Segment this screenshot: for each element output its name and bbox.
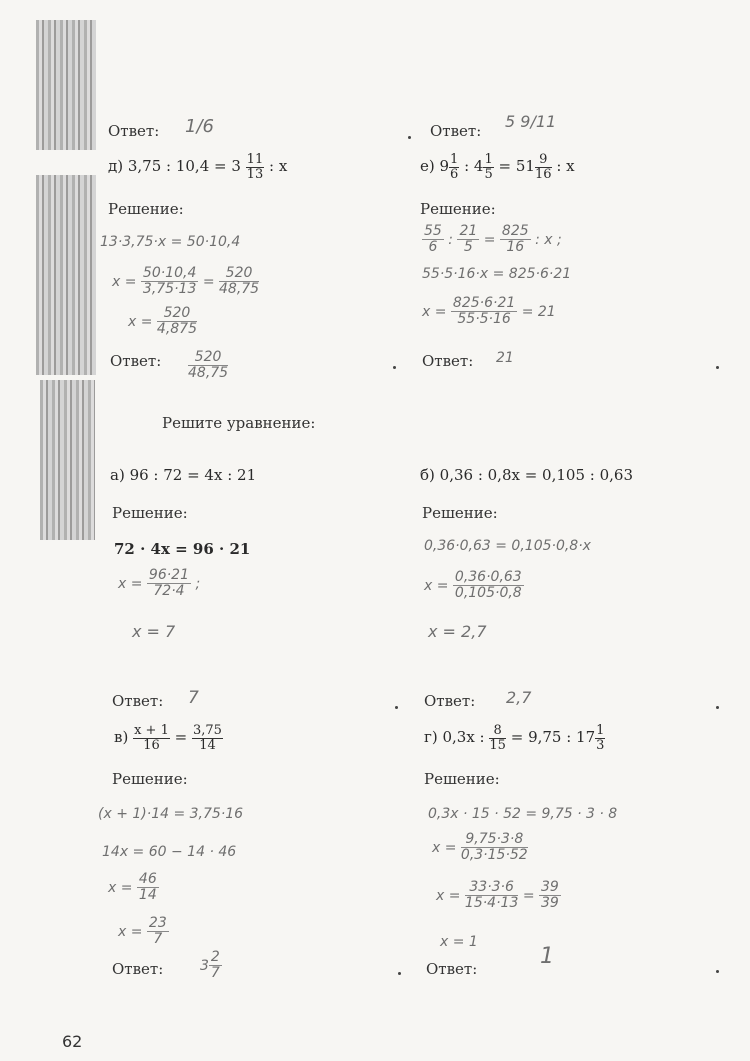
solution-label: Решение: — [112, 504, 188, 522]
solution-label: Решение: — [112, 770, 188, 788]
binding-strip-bottom — [40, 380, 95, 540]
task-b-line3: x = 2,7 — [428, 622, 487, 641]
answer-label: Ответ: — [422, 352, 474, 370]
task-a-equation: а) 96 : 72 = 4x : 21 — [110, 466, 257, 484]
separator-dot — [716, 706, 719, 709]
binding-strip-top — [36, 20, 96, 150]
task-e-line1: $\frac{55}{6}$ : $\frac{21}{5}$ = $\frac{825}{16}$ : x ; — [424, 223, 562, 256]
task-e-line2: 55·5·16·x = 825·6·21 — [422, 266, 572, 282]
answer-label: Ответ: — [112, 692, 164, 710]
task-a-line1: 72 · 4x = 96 · 21 — [114, 540, 251, 558]
task-v-line3: x = $\frac{46}{14}$ — [108, 871, 157, 904]
binding-strip-middle — [36, 175, 96, 375]
task-e-answer: 21 — [496, 350, 514, 366]
solution-label: Решение: — [424, 770, 500, 788]
task-g-answer: 1 — [540, 944, 554, 969]
separator-dot — [398, 972, 401, 975]
separator-dot — [395, 706, 398, 709]
task-g-line2: x = $\frac{9,75\cdot 3\cdot 8}{0,3\cdot 15\cdot 52}$ — [432, 831, 528, 864]
answer-label: Ответ: — [110, 352, 162, 370]
separator-dot — [716, 970, 719, 973]
solution-label: Решение: — [108, 200, 184, 218]
task-b-answer: 2,7 — [506, 688, 532, 707]
answer-label: Ответ: — [430, 122, 482, 140]
task-e-line3: x = $\frac{825\cdot 6\cdot 21}{55\cdot 5\cdot 16}$ = 21 — [422, 295, 556, 328]
task-d-equation: д) 3,75 : 10,4 = 3 $\frac{11}{13}$ : x — [108, 152, 288, 182]
task-v-line4: x = $\frac{23}{7}$ — [118, 915, 167, 948]
task-a-line3: x = 7 — [132, 622, 176, 641]
separator-dot — [716, 366, 719, 369]
task-b-line1: 0,36·0,63 = 0,105·0,8·x — [424, 538, 591, 554]
answer-label: Ответ: — [112, 960, 164, 978]
solution-label: Решение: — [420, 200, 496, 218]
task-g-line1: 0,3x · 15 · 52 = 9,75 · 3 · 8 — [428, 806, 618, 822]
task-a-line2: x = $\frac{96\cdot 21}{72\cdot 4}$ ; — [118, 567, 201, 600]
task-g-line4: x = 1 — [440, 934, 478, 950]
answer-label: Ответ: — [424, 692, 476, 710]
task-d-answer: $\frac{520}{48,75}$ — [188, 349, 229, 382]
task-v-answer: 3 $\frac{2}{7}$ — [200, 949, 220, 982]
separator-dot — [408, 136, 411, 139]
task-v-line2: 14x = 60 − 14 · 46 — [102, 844, 237, 860]
solution-label: Решение: — [422, 504, 498, 522]
instruction-heading: Решите уравнение: — [162, 414, 316, 432]
task-d-line1: 13·3,75·x = 50·10,4 — [100, 234, 241, 250]
task-b-equation: б) 0,36 : 0,8x = 0,105 : 0,63 — [420, 466, 633, 484]
task-d-line3: x = $\frac{520}{4,875}$ — [128, 305, 198, 338]
task-g-line3: x = $\frac{33\cdot 3\cdot 6}{15\cdot 4\cdot 13}$ = $\frac{39}{39}$ — [436, 879, 559, 912]
task-b-line2: x = $\frac{0,36\cdot 0,63}{0,105\cdot 0,8}$ — [424, 569, 522, 602]
separator-dot — [393, 366, 396, 369]
task-v-line1: (x + 1)·14 = 3,75·16 — [98, 806, 244, 822]
answer-label: Ответ: — [426, 960, 478, 978]
task-d-line2: x = $\frac{50\cdot 10,4}{3,75\cdot 13}$ = $\frac{520}{48,75}$ — [112, 265, 260, 298]
task-v-equation: в) $\frac{x + 1}{16}$ = $\frac{3,75}{14}$ — [114, 723, 222, 753]
page-number: 62 — [62, 1032, 83, 1051]
task-a-answer: 7 — [188, 688, 199, 708]
top-left-answer: 1/6 — [185, 116, 214, 137]
task-e-equation: е) 9 $\frac{1}{6}$ : 4 $\frac{1}{5}$ = 51 $\frac{9}{16}$ : x — [420, 152, 575, 182]
top-right-answer: 5 9/11 — [505, 112, 557, 131]
answer-label: Ответ: — [108, 122, 160, 140]
task-g-equation: г) 0,3x : $\frac{8}{15}$ = 9,75 : 17 $\frac{1}{3}$ — [424, 723, 605, 753]
